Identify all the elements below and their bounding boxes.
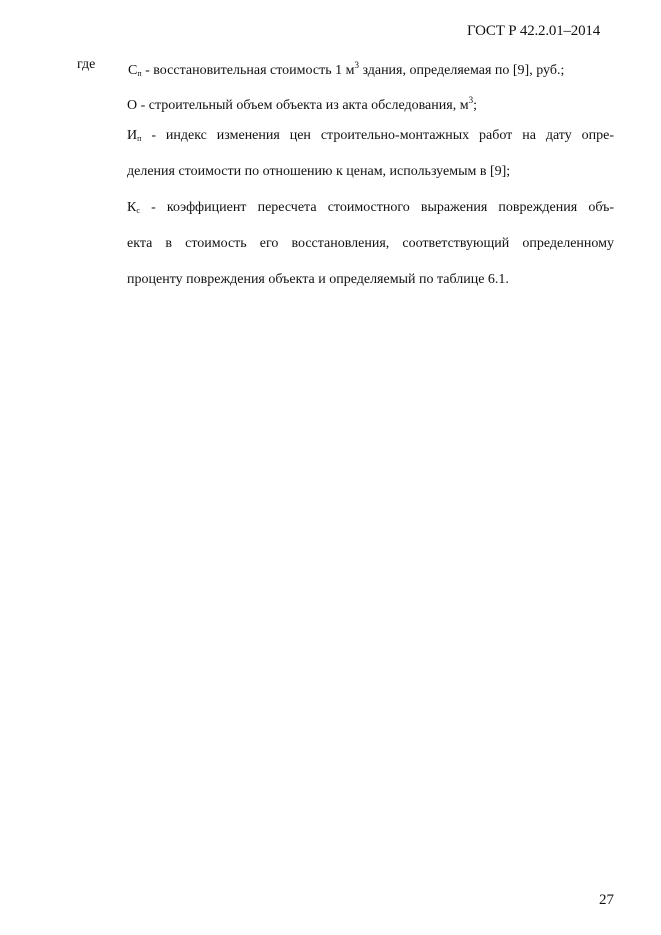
definition-kc-line-2: екта в стоимость его восстановления, соответствующий определенному xyxy=(127,236,614,251)
definition-o xyxy=(127,91,477,115)
definition-kc-line-3: проценту повреждения объекта и определяемый по таблице 6.1. xyxy=(127,272,509,287)
cp-text-b: здания, определяемая по [9], руб.; xyxy=(362,63,565,78)
definition-cp xyxy=(128,56,564,83)
ip-subscript: п xyxy=(137,134,142,143)
kc-subscript: с xyxy=(136,206,140,215)
definition-ip-line-2: деления стоимости по отношению к ценам, используемым в [9]; xyxy=(127,164,511,179)
page-number: 27 xyxy=(599,892,614,908)
cp-subscript: п xyxy=(137,69,142,78)
kc-text-1: - коэффициент пересчета стоимостного выражения повреждения объ- xyxy=(151,200,614,215)
cp-text-a: - восстановительная стоимость 1 м xyxy=(145,63,355,78)
cp-superscript: 3 xyxy=(354,60,359,70)
cp-symbol: С xyxy=(128,63,138,78)
definition-ip-line-1 xyxy=(127,127,614,148)
kc-symbol: К xyxy=(127,200,137,215)
where-label: где xyxy=(77,57,96,72)
document-code-header: ГОСТ Р 42.2.01–2014 xyxy=(466,23,600,39)
definition-kc-line-1 xyxy=(127,199,614,220)
o-text: О - строительный объем объекта из акта обследования, м xyxy=(127,98,469,113)
ip-text-1: - индекс изменения цен строительно-монтажных работ на дату опре- xyxy=(151,128,614,143)
ip-symbol: И xyxy=(127,128,138,143)
o-tail: ; xyxy=(473,98,477,113)
o-superscript: 3 xyxy=(468,95,474,105)
